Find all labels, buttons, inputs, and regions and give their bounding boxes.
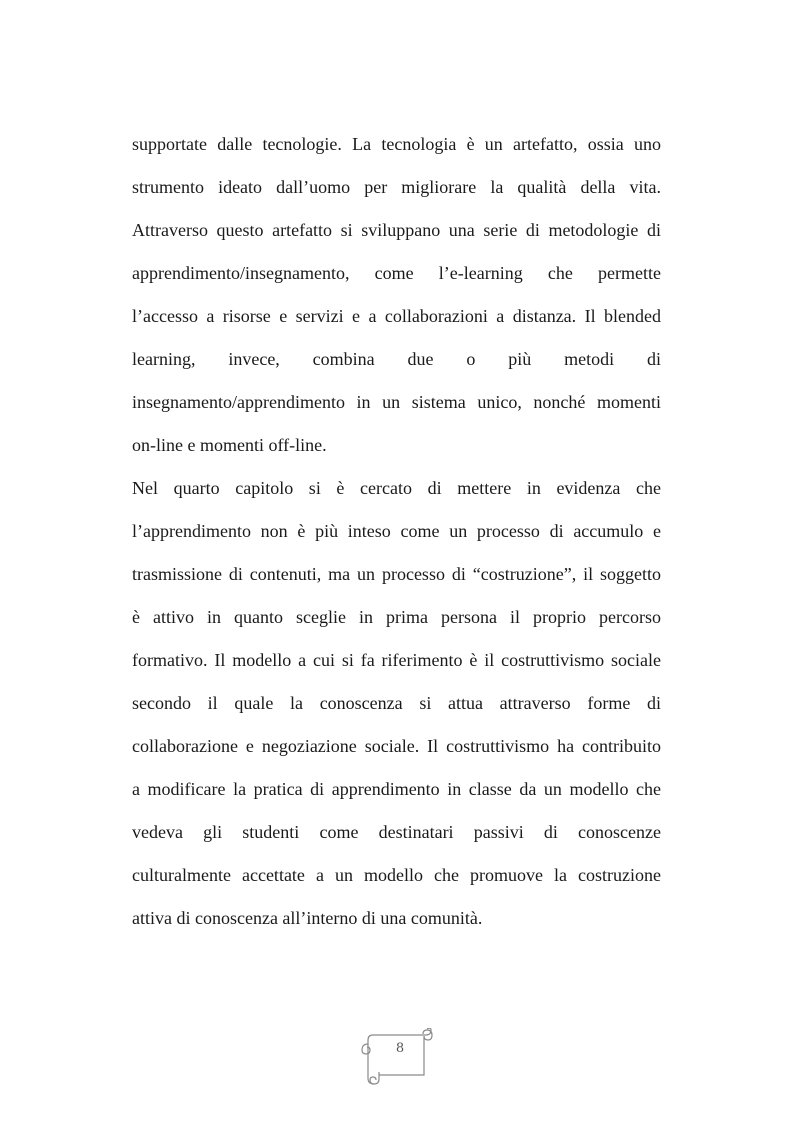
text-line: learning, invece, combina due o più metodi di — [132, 349, 661, 369]
text-line: strumento ideato dall’uomo per migliorare la qualità della vita. — [132, 177, 661, 197]
page-number: 8 — [395, 1041, 405, 1056]
text-line: supportate dalle tecnologie. La tecnologia è un artefatto, ossia uno — [132, 134, 661, 154]
text-line: culturalmente accettate a un modello che promuove la costruzione — [132, 865, 661, 885]
text-line: a modificare la pratica di apprendimento in classe da un modello che — [132, 779, 661, 799]
text-line: collaborazione e negoziazione sociale. Il costruttivismo ha contribuito — [132, 736, 661, 756]
scroll-icon — [360, 1028, 434, 1086]
text-line: Attraverso questo artefatto si sviluppano una serie di metodologie di — [132, 220, 661, 240]
text-line: apprendimento/insegnamento, come l’e-learning che permette — [132, 263, 661, 283]
text-line: formativo. Il modello a cui si fa riferimento è il costruttivismo sociale — [132, 650, 661, 670]
text-line: l’apprendimento non è più inteso come un processo di accumulo e — [132, 521, 661, 541]
text-line: è attivo in quanto sceglie in prima persona il proprio percorso — [132, 607, 661, 627]
text-line: vedeva gli studenti come destinatari passivi di conoscenze — [132, 822, 661, 842]
text-line: on-line e momenti off-line. — [132, 435, 327, 455]
text-line: secondo il quale la conoscenza si attua attraverso forme di — [132, 693, 661, 713]
paragraph-1 — [132, 123, 661, 467]
body-text — [132, 123, 661, 940]
text-line: insegnamento/apprendimento in un sistema unico, nonché momenti — [132, 392, 661, 412]
text-line: trasmissione di contenuti, ma un processo di “costruzione”, il soggetto — [132, 564, 661, 584]
text-line: Nel quarto capitolo si è cercato di mettere in evidenza che — [132, 478, 661, 498]
page-number-scroll — [360, 1028, 434, 1086]
text-line: attiva di conoscenza all’interno di una comunità. — [132, 908, 483, 928]
paragraph-2 — [132, 467, 661, 940]
text-line: l’accesso a risorse e servizi e a collaborazioni a distanza. Il blended — [132, 306, 661, 326]
